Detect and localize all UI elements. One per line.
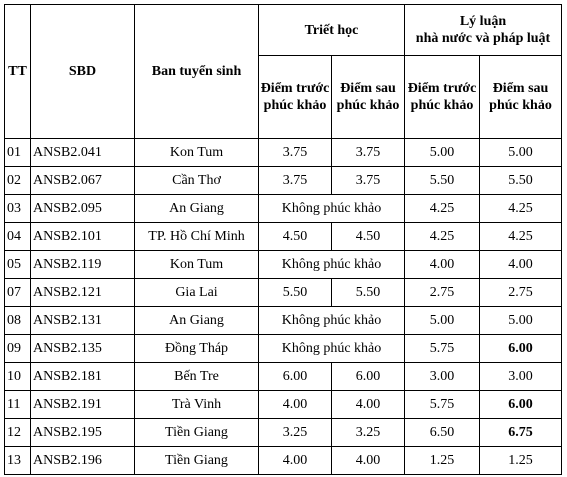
cell-ban-tuyen-sinh: Bến Tre	[135, 363, 259, 391]
cell-triet-hoc-truoc: 3.25	[259, 419, 332, 447]
cell-ban-tuyen-sinh: Kon Tum	[135, 251, 259, 279]
cell-ban-tuyen-sinh: Gia Lai	[135, 279, 259, 307]
header-ly-luan-line2: nhà nước và pháp luật	[415, 31, 551, 46]
cell-tt: 01	[5, 139, 31, 167]
header-ly-luan	[405, 5, 562, 56]
cell-sbd: ANSB2.131	[31, 307, 135, 335]
cell-ly-luan-sau: 5.00	[480, 307, 562, 335]
header-ly-luan-truoc: Điểm trước phúc khảo	[405, 56, 480, 139]
table-row	[5, 447, 562, 475]
cell-tt: 04	[5, 223, 31, 251]
cell-tt: 11	[5, 391, 31, 419]
cell-ban-tuyen-sinh: Tiền Giang	[135, 447, 259, 475]
header-tt: TT	[5, 5, 31, 139]
table-row	[5, 419, 562, 447]
cell-ban-tuyen-sinh: An Giang	[135, 195, 259, 223]
table-row	[5, 139, 562, 167]
cell-tt: 09	[5, 335, 31, 363]
cell-triet-hoc-truoc: 5.50	[259, 279, 332, 307]
cell-triet-hoc-sau: 3.25	[332, 419, 405, 447]
cell-sbd: ANSB2.191	[31, 391, 135, 419]
table-row	[5, 251, 562, 279]
header-triet-hoc: Triết học	[259, 5, 405, 56]
cell-ly-luan-sau: 2.75	[480, 279, 562, 307]
cell-tt: 07	[5, 279, 31, 307]
cell-triet-hoc-truoc: 4.50	[259, 223, 332, 251]
cell-ly-luan-truoc: 5.00	[405, 139, 480, 167]
results-table	[4, 4, 562, 475]
cell-ban-tuyen-sinh: Trà Vinh	[135, 391, 259, 419]
cell-triet-hoc-sau: 4.50	[332, 223, 405, 251]
cell-triet-hoc-sau: 5.50	[332, 279, 405, 307]
header-triet-hoc-truoc: Điểm trước phúc khảo	[259, 56, 332, 139]
cell-sbd: ANSB2.067	[31, 167, 135, 195]
cell-ban-tuyen-sinh: Đồng Tháp	[135, 335, 259, 363]
cell-tt: 08	[5, 307, 31, 335]
cell-sbd: ANSB2.135	[31, 335, 135, 363]
cell-ly-luan-sau: 4.25	[480, 195, 562, 223]
cell-ly-luan-sau: 4.00	[480, 251, 562, 279]
cell-triet-hoc-truoc: 3.75	[259, 139, 332, 167]
cell-triet-hoc-sau: 4.00	[332, 391, 405, 419]
cell-ly-luan-sau: 6.00	[480, 335, 562, 363]
table-row	[5, 391, 562, 419]
cell-sbd: ANSB2.121	[31, 279, 135, 307]
header-ban-tuyen-sinh: Ban tuyển sinh	[135, 5, 259, 139]
cell-ly-luan-truoc: 5.75	[405, 391, 480, 419]
cell-sbd: ANSB2.101	[31, 223, 135, 251]
header-triet-hoc-sau: Điểm sau phúc khảo	[332, 56, 405, 139]
cell-ban-tuyen-sinh: TP. Hồ Chí Minh	[135, 223, 259, 251]
cell-sbd: ANSB2.181	[31, 363, 135, 391]
cell-ly-luan-sau: 5.50	[480, 167, 562, 195]
cell-sbd: ANSB2.119	[31, 251, 135, 279]
cell-triet-hoc-sau: 3.75	[332, 139, 405, 167]
cell-ly-luan-sau: 1.25	[480, 447, 562, 475]
cell-ly-luan-truoc: 6.50	[405, 419, 480, 447]
table-row	[5, 307, 562, 335]
cell-ly-luan-truoc: 2.75	[405, 279, 480, 307]
cell-tt: 03	[5, 195, 31, 223]
cell-ly-luan-sau: 5.00	[480, 139, 562, 167]
cell-ly-luan-truoc: 5.50	[405, 167, 480, 195]
cell-ban-tuyen-sinh: Tiền Giang	[135, 419, 259, 447]
cell-triet-hoc-merged: Không phúc khảo	[259, 195, 405, 223]
cell-ban-tuyen-sinh: Cần Thơ	[135, 167, 259, 195]
cell-tt: 02	[5, 167, 31, 195]
cell-triet-hoc-sau: 6.00	[332, 363, 405, 391]
cell-ly-luan-truoc: 4.00	[405, 251, 480, 279]
table-body	[5, 139, 562, 475]
cell-ban-tuyen-sinh: An Giang	[135, 307, 259, 335]
cell-triet-hoc-truoc: 4.00	[259, 391, 332, 419]
cell-ly-luan-sau: 3.00	[480, 363, 562, 391]
cell-triet-hoc-truoc: 3.75	[259, 167, 332, 195]
table-row	[5, 279, 562, 307]
header-sbd: SBD	[31, 5, 135, 139]
cell-tt: 10	[5, 363, 31, 391]
table-row	[5, 363, 562, 391]
cell-ban-tuyen-sinh: Kon Tum	[135, 139, 259, 167]
cell-sbd: ANSB2.196	[31, 447, 135, 475]
table-row	[5, 223, 562, 251]
cell-tt: 12	[5, 419, 31, 447]
cell-ly-luan-truoc: 3.00	[405, 363, 480, 391]
cell-sbd: ANSB2.095	[31, 195, 135, 223]
cell-triet-hoc-merged: Không phúc khảo	[259, 251, 405, 279]
header-ly-luan-line1: Lý luận	[459, 14, 507, 29]
cell-triet-hoc-sau: 3.75	[332, 167, 405, 195]
cell-ly-luan-truoc: 4.25	[405, 195, 480, 223]
cell-sbd: ANSB2.041	[31, 139, 135, 167]
cell-tt: 13	[5, 447, 31, 475]
cell-ly-luan-truoc: 1.25	[405, 447, 480, 475]
cell-ly-luan-sau: 6.00	[480, 391, 562, 419]
cell-triet-hoc-sau: 4.00	[332, 447, 405, 475]
cell-ly-luan-truoc: 5.75	[405, 335, 480, 363]
table-row	[5, 167, 562, 195]
header-ly-luan-sau: Điểm sau phúc khảo	[480, 56, 562, 139]
cell-ly-luan-truoc: 4.25	[405, 223, 480, 251]
table-row	[5, 335, 562, 363]
cell-ly-luan-sau: 4.25	[480, 223, 562, 251]
cell-ly-luan-truoc: 5.00	[405, 307, 480, 335]
cell-triet-hoc-merged: Không phúc khảo	[259, 335, 405, 363]
cell-triet-hoc-merged: Không phúc khảo	[259, 307, 405, 335]
table-row	[5, 195, 562, 223]
cell-sbd: ANSB2.195	[31, 419, 135, 447]
cell-triet-hoc-truoc: 4.00	[259, 447, 332, 475]
cell-triet-hoc-truoc: 6.00	[259, 363, 332, 391]
cell-ly-luan-sau: 6.75	[480, 419, 562, 447]
cell-tt: 05	[5, 251, 31, 279]
